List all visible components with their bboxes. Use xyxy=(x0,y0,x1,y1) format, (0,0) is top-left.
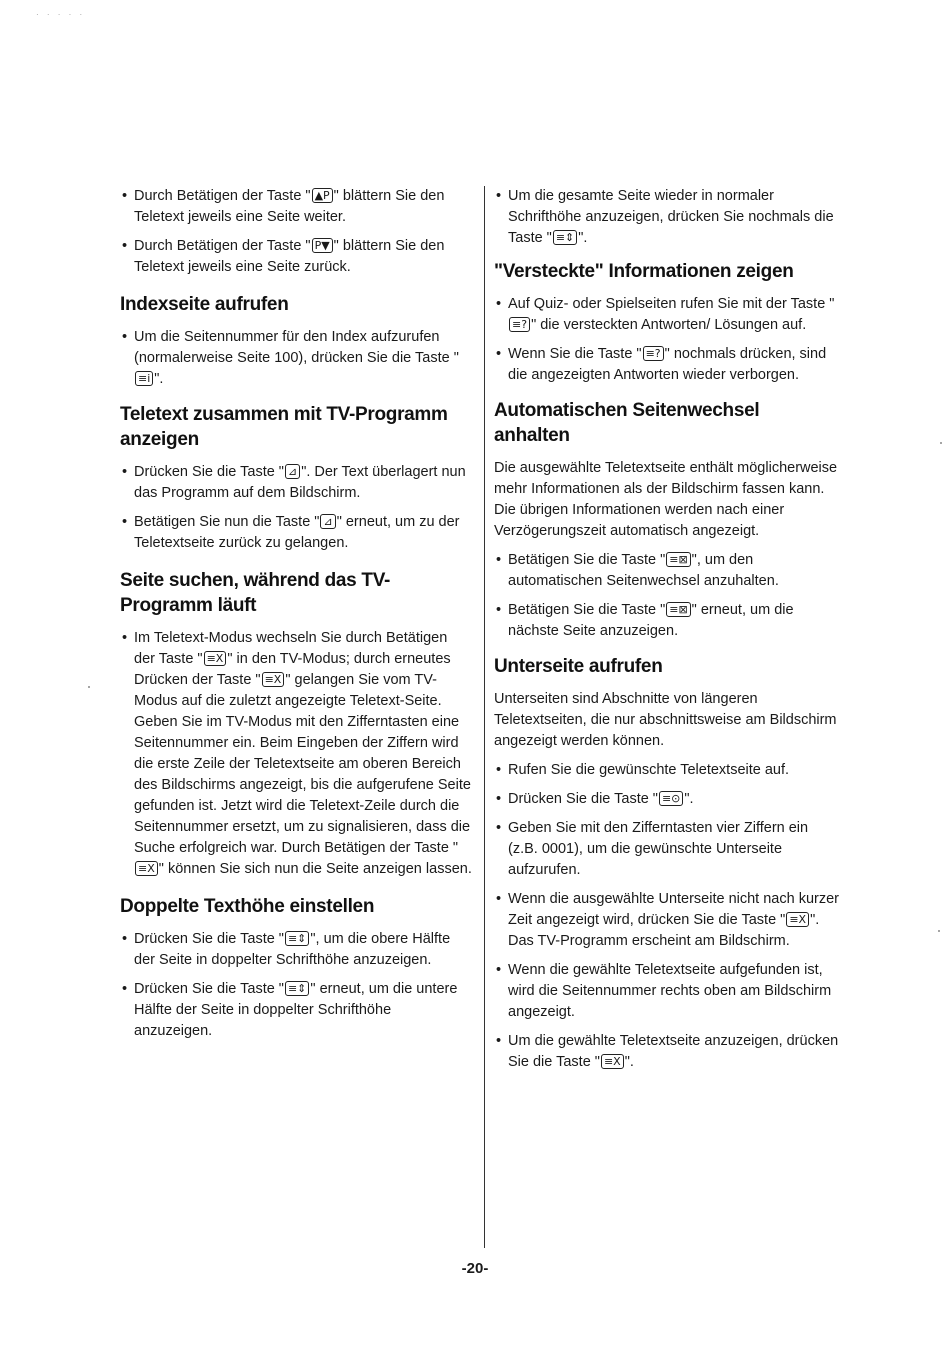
text: ". xyxy=(684,791,694,807)
text: Durch Betätigen der Taste " xyxy=(134,188,311,204)
reveal-key-icon: ≡? xyxy=(643,346,664,361)
bullet-hold: • Betätigen Sie die Taste " ≡⊠ ", um den automatischen Seitenwechsel anzuhalten. xyxy=(496,552,779,589)
hold-key-icon: ≡⊠ xyxy=(666,602,690,617)
text: " blättern Sie den Teletext jeweils eine Seite zurück. xyxy=(134,238,445,275)
bullet-normal-height: • Um die gesamte Seite wieder in normaler Schrifthöhe anzuzeigen, drücken Sie nochmals die Taste " ≡⇕ ". xyxy=(496,188,834,246)
bullet-reveal: • Auf Quiz- oder Spielseiten rufen Sie mit der Taste "≡? " die versteckten Antworten/ Lösungen auf. xyxy=(496,296,835,333)
text: Im Teletext-Modus wechseln Sie durch Betätigen der Taste " xyxy=(134,630,448,667)
heading-subpage: Unterseite aufrufen xyxy=(494,656,663,677)
text: " erneut, um die untere Hälfte der Seite in doppelter Schrifthöhe anzuzeigen. xyxy=(134,981,458,1039)
bullet-wait: • Wenn die ausgewählte Unterseite nicht nach kurzer Zeit angezeigt wird, drücken Sie die Taste " ≡X ". Das TV-Programm erscheint am Bildschirm. xyxy=(496,891,840,949)
text: Drücken Sie die Taste " xyxy=(134,931,284,947)
text: Durch Betätigen der Taste " xyxy=(134,238,311,254)
text: Drücken Sie die Taste " xyxy=(134,981,284,997)
mix-key-icon: ⊿ xyxy=(320,514,335,529)
bullet-found: • Wenn die gewählte Teletextseite aufgefunden ist, wird die Seitennummer rechts oben am Bildschirm angezeigt. xyxy=(496,962,832,1020)
mix-key-icon: ⊿ xyxy=(285,464,300,479)
bullet-digits: • Geben Sie mit den Zifferntasten vier Ziffern ein (z.B. 0001), um die gewünschte Unterseite aufzurufen. xyxy=(496,820,809,878)
bullet-subpage-key: • Drücken Sie die Taste " ≡⊙ ". xyxy=(496,791,694,807)
bullet-mix-again: • Betätigen Sie nun die Taste " ⊿ " erneut, um zu der Teletextseite zurück zu gelangen. xyxy=(122,514,460,551)
bullet-double-top: • Drücken Sie die Taste " ≡⇕ ", um die obere Hälfte der Seite in doppelter Schrifthöhe anzuzeigen. xyxy=(122,931,451,968)
text: ". Das TV-Programm erscheint am Bildschirm. xyxy=(508,912,820,949)
heading-teletext-tv: Teletext zusammen mit TV-Programm anzeigen xyxy=(120,404,448,450)
bullet-page-up: • Durch Betätigen der Taste " ▲P " blättern Sie den Teletext jeweils eine Seite weiter. xyxy=(122,188,445,225)
paragraph-auto-page: Die ausgewählte Teletextseite enthält möglicherweise mehr Informationen als der Bildschirm fassen kann. Die übrigen Informationen werden nach einer Verzögerungszeit automatisch angezeigt. xyxy=(494,460,838,539)
bullet-hold-again: • Betätigen Sie die Taste " ≡⊠ " erneut, um die nächste Seite anzuzeigen. xyxy=(496,602,794,639)
size-key-icon: ≡⇕ xyxy=(285,931,309,946)
scan-speck xyxy=(88,686,90,688)
text: ". xyxy=(624,1054,634,1070)
paragraph-subpage: Unterseiten sind Abschnitte von längeren Teletextseiten, die nur abschnittsweise am Bildschirm angezeigt werden können. xyxy=(494,691,837,749)
text: Um die gesamte Seite wieder in normaler Schrifthöhe anzuzeigen, drücken Sie nochmals die Taste " xyxy=(508,188,834,246)
text: Betätigen Sie die Taste " xyxy=(508,602,666,618)
heading-search: Seite suchen, während das TV-Programm läuft xyxy=(120,570,391,616)
text: Betätigen Sie nun die Taste " xyxy=(134,514,320,530)
text: ", um die obere Hälfte der Seite in doppelter Schrifthöhe anzuzeigen. xyxy=(134,931,451,968)
text: ", um den automatischen Seitenwechsel anzuhalten. xyxy=(508,552,779,589)
text: Wenn die ausgewählte Unterseite nicht nach kurzer Zeit angezeigt wird, drücken Sie die Taste " xyxy=(508,891,840,928)
cancel-key-icon: ≡X xyxy=(204,651,227,666)
bullet-mix: • Drücken Sie die Taste " ⊿ ". Der Text überlagert nun das Programm auf dem Bildschirm. xyxy=(122,464,466,501)
text: ". xyxy=(154,371,164,387)
text: Wenn Sie die Taste " xyxy=(508,346,642,362)
bullet-index: • Um die Seitennummer für den Index aufzurufen (normalerweise Seite 100), drücken Sie die Taste "≡i ". xyxy=(122,329,459,387)
text: Rufen Sie die gewünschte Teletextseite auf. xyxy=(508,762,790,778)
bullet-search: • Im Teletext-Modus wechseln Sie durch Betätigen der Taste " ≡X " in den TV-Modus; durch erneutes Drücken der Taste " ≡X " gelangen Sie vom TV-Modus auf die zuletzt angezeigte Teletext-Seite. Geben Sie im TV-Modus mit den Zifferntasten eine Seitennummer ein. Beim Eingeben der Ziffern wird die erste Zeile der Teletextseite am oberen Bereich des Bildschirms angezeigt, bis die aufgerufene Seite gefunden ist. Jetzt wird die Teletext-Zeile durch die Seitennummer ersetzt, um zu signalisieren, dass die Suche erfolgreich war. Durch Betätigen der Taste "≡X " können Sie sich nun die Seite anzeigen lassen. xyxy=(122,630,472,877)
left-column xyxy=(120,186,472,1050)
text: Um die gewählte Teletextseite anzuzeigen, drücken Sie die Taste " xyxy=(508,1033,839,1070)
bullet-show: • Um die gewählte Teletextseite anzuzeigen, drücken Sie die Taste " ≡X ". xyxy=(496,1033,839,1070)
text: " können Sie sich nun die Seite anzeigen lassen. xyxy=(158,861,472,877)
bullet-double-bottom: • Drücken Sie die Taste " ≡⇕ " erneut, um die untere Hälfte der Seite in doppelter Schrifthöhe anzuzeigen. xyxy=(122,981,458,1039)
page-up-key-icon: ▲P xyxy=(312,188,333,203)
page-number: -20- xyxy=(461,1260,489,1277)
heading-hidden-info: "Versteckte" Informationen zeigen xyxy=(494,261,794,282)
text: Drücken Sie die Taste " xyxy=(508,791,658,807)
text: " nochmals drücken, sind die angezeigten Antworten wieder verborgen. xyxy=(508,346,827,383)
text: Um die Seitennummer für den Index aufzurufen (normalerweise Seite 100), drücken Sie die Taste " xyxy=(134,329,459,366)
page-down-key-icon: P▼ xyxy=(312,238,333,253)
text: " erneut, um zu der Teletextseite zurück zu gelangen. xyxy=(134,514,460,551)
right-column xyxy=(494,186,840,1081)
heading-auto-page: Automatischen Seitenwechsel anhalten xyxy=(494,400,760,446)
scan-mark: · · · · · xyxy=(36,10,86,19)
text: ". xyxy=(578,230,588,246)
text: " erneut, um die nächste Seite anzuzeigen. xyxy=(508,602,794,639)
bullet-page-down: • Durch Betätigen der Taste " P▼ " blättern Sie den Teletext jeweils eine Seite zurück. xyxy=(122,238,445,275)
cancel-key-icon: ≡X xyxy=(601,1054,624,1069)
text: " die versteckten Antworten/ Lösungen auf. xyxy=(531,317,807,333)
cancel-key-icon: ≡X xyxy=(786,912,809,927)
bullet-hide: • Wenn Sie die Taste " ≡? " nochmals drücken, sind die angezeigten Antworten wieder verborgen. xyxy=(496,346,827,383)
scan-speck xyxy=(938,930,940,932)
subpage-key-icon: ≡⊙ xyxy=(659,791,683,806)
heading-double-height: Doppelte Texthöhe einstellen xyxy=(120,896,375,917)
heading-index: Indexseite aufrufen xyxy=(120,294,289,315)
scan-speck xyxy=(940,442,942,444)
text: ". Der Text überlagert nun das Programm auf dem Bildschirm. xyxy=(134,464,466,501)
text: Geben Sie mit den Zifferntasten vier Ziffern ein (z.B. 0001), um die gewünschte Unterseite aufzurufen. xyxy=(508,820,809,878)
text: Betätigen Sie die Taste " xyxy=(508,552,666,568)
text: Wenn die gewählte Teletextseite aufgefunden ist, wird die Seitennummer rechts oben am Bildschirm angezeigt. xyxy=(508,962,832,1020)
cancel-key-icon: ≡X xyxy=(262,672,285,687)
cancel-key-icon: ≡X xyxy=(135,861,158,876)
text: Auf Quiz- oder Spielseiten rufen Sie mit der Taste " xyxy=(508,296,835,312)
text: Drücken Sie die Taste " xyxy=(134,464,284,480)
column-divider xyxy=(484,186,485,1248)
hold-key-icon: ≡⊠ xyxy=(666,552,690,567)
size-key-icon: ≡⇕ xyxy=(285,981,309,996)
index-key-icon: ≡i xyxy=(135,371,153,386)
text: " blättern Sie den Teletext jeweils eine Seite weiter. xyxy=(134,188,445,225)
text: " in den TV-Modus; durch erneutes Drücken der Taste " xyxy=(134,651,451,688)
reveal-key-icon: ≡? xyxy=(509,317,530,332)
text: " gelangen Sie vom TV-Modus auf die zuletzt angezeigte Teletext-Seite. Geben Sie im TV-Modus mit den Zifferntasten eine Seitennummer ein. Beim Eingeben der Ziffern wird die erste Zeile der Teletextseite am oberen Bereich des Bildschirms angezeigt, bis die aufgerufene Seite gefunden ist. Jetzt wird die Teletext-Zeile durch die Seitennummer ersetzt, um zu signalisieren, dass die Suche erfolgreich war. Durch Betätigen der Taste " xyxy=(134,672,471,856)
size-key-icon: ≡⇕ xyxy=(553,230,577,245)
bullet-select-page: • Rufen Sie die gewünschte Teletextseite auf. xyxy=(496,762,790,778)
